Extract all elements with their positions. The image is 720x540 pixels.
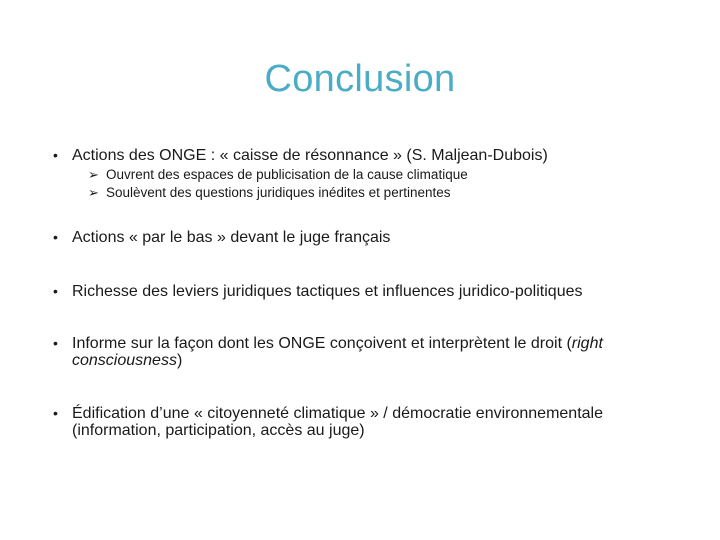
bullet-text-part: Informe sur la façon dont les ONGE conçoivent et interprètent le droit (: [72, 335, 572, 352]
bullet-text-part: Édification d’une « citoyenneté climatique » / démocratie environnementale: [72, 405, 603, 422]
arrow-bullet-icon: ➢: [88, 185, 99, 200]
bullet-icon: •: [53, 147, 58, 163]
bullet-text: [72, 405, 692, 439]
bullet-text: [72, 335, 692, 369]
slide-title: Conclusion: [264, 58, 456, 100]
bullet-text: Actions « par le bas » devant le juge français: [72, 229, 391, 246]
bullet-icon: •: [53, 283, 58, 299]
bullet-text-italic: right: [571, 335, 603, 352]
arrow-bullet-icon: ➢: [88, 167, 99, 182]
sub-bullet-text: Ouvrent des espaces de publicisation de la cause climatique: [106, 167, 468, 182]
bullet-text: Richesse des leviers juridiques tactiques et influences juridico-politiques: [72, 283, 583, 300]
bullet-text-part: (information, participation, accès au juge): [72, 422, 365, 439]
bullet-text-part: ): [176, 352, 183, 369]
bullet-text: Actions des ONGE : « caisse de résonnance » (S. Maljean-Dubois): [72, 147, 548, 164]
sub-bullet-text: Soulèvent des questions juridiques inédites et pertinentes: [106, 185, 451, 200]
bullet-icon: •: [53, 229, 58, 245]
bullet-icon: •: [53, 405, 58, 421]
bullet-icon: •: [53, 335, 58, 351]
bullet-text-italic: consciousness: [72, 352, 177, 369]
